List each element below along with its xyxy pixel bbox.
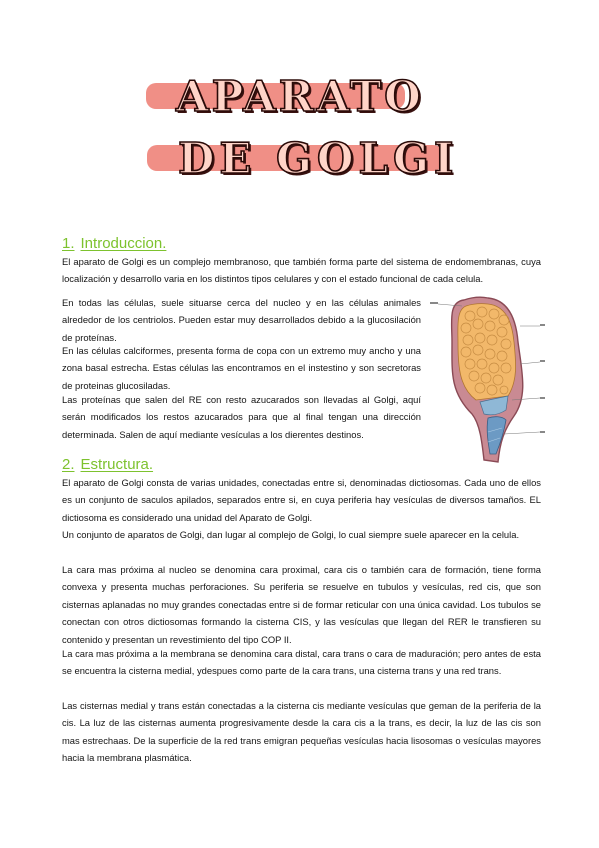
page-title-line-1: APARATO	[176, 72, 424, 121]
section-heading-introduccion	[62, 235, 166, 252]
paragraph-intro-4: Las proteínas que salen del RE con resto azucarados son llevadas al Golgi, aquí serán modificados los restos azucarados para que al final tengan una dirección determinada. Salen de aquí mediante vesículas a los dierentes destinos.	[62, 394, 421, 440]
paragraph-intro-2: En todas las células, suele situarse cerca del nucleo y en las células animales alrededor de los centriolos. Pueden estar muy desarrollados debido a la glucosilación de proteínas.	[62, 297, 421, 343]
section-number: 1.	[62, 235, 75, 252]
paragraph-estructura-4: La cara mas próxima a la membrana se denomina cara distal, cara trans o cara de maduración; pero antes de esta se encuentra la cisterna medial, ydespues como parte de la cara trans, una cisterna trans y una red trans.	[62, 648, 541, 677]
section-heading-estructura	[62, 456, 153, 473]
section-number: 2.	[62, 456, 75, 473]
goblet-cell-illustration	[428, 292, 546, 468]
section-heading-text: Estructura.	[80, 456, 154, 473]
page-title-line-2: DE GOLGI	[178, 134, 459, 183]
paragraph-estructura-2: Un conjunto de aparatos de Golgi, dan lugar al complejo de Golgi, lo cual siempre suele aparecer en la celula.	[62, 529, 520, 540]
paragraph-estructura-5: Las cisternas medial y trans están conectadas a la cisterna cis mediante vesículas que geman de la periferia de la cis. La luz de las cisternas aumenta progresivamente desde la cara cis a la trans, es decir, la luz de las cis son mas estrechaas. De la superficie de la red trans emigran pequeñas vesículas hacia lisosomas o vesículas mayores hacia la membrana plasmática.	[62, 700, 541, 764]
paragraph-estructura-1: El aparato de Golgi consta de varias unidades, conectadas entre si, denominadas dictiosomas. Cada uno de ellos es un conjunto de saculos apilados, separados entre si, en cuya periferia hay vesículas de diversos tamaños. EL dictiosoma es considerado una unidad del Aparato de Golgi.	[62, 477, 541, 523]
paragraph-estructura-3: La cara mas próxima al nucleo se denomina cara proximal, cara cis o también cara de formación, tiene forma convexa y presenta muchas perforaciones. Su periferia se resuelve en tubulos y vesículas, red cis, que son cisternas aplanadas no muy grandes conectadas entre si de formar reticular con una única cavidad. Los tubulos se conectan con otros dictiosomas formando la cisterna CIS, y las vesículas que llegan del RER le transfieren su contenido y presentan un revestimiento del tipo COP II.	[62, 564, 541, 645]
paragraph-intro-1: El aparato de Golgi es un complejo membranoso, que también forma parte del sistema de endomembranas, cuya localización y desarrollo varia en los distintos tipos celulares y con el estado funcional de cada celula.	[62, 256, 541, 285]
section-heading-text: Introduccion.	[80, 235, 167, 252]
paragraph-intro-3: En las células calciformes, presenta forma de copa con un extremo muy ancho y una zona basal estrecha. Estas células las encontramos en el instestino y son secretoras de proteinas glucosiladas.	[62, 345, 421, 391]
